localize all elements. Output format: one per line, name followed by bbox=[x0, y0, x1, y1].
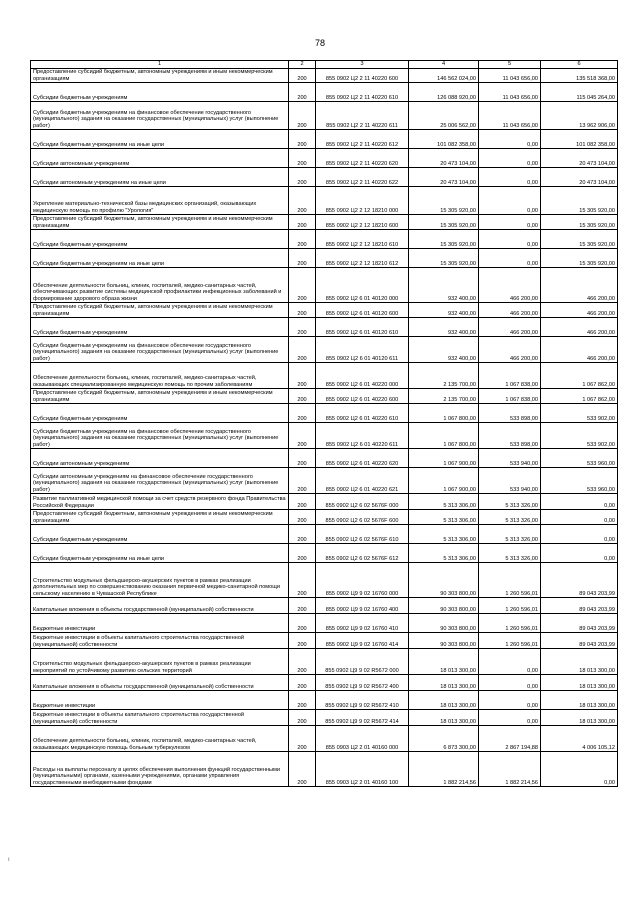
row-amount-col6: 466 200,00 bbox=[541, 318, 618, 337]
row-grbs-code: 200 bbox=[289, 710, 316, 726]
header-col-5: 5 bbox=[479, 61, 541, 69]
table-row bbox=[31, 752, 618, 787]
row-name: Субсидии бюджетным учреждениям bbox=[31, 230, 289, 249]
row-amount-col6: 115 045 264,00 bbox=[541, 83, 618, 102]
row-amount-col5: 1 260 596,01 bbox=[479, 598, 541, 614]
row-name: Бюджетные инвестиции bbox=[31, 614, 289, 633]
header-col-1: 1 bbox=[31, 61, 289, 69]
row-amount-col4: 20 473 104,00 bbox=[409, 168, 479, 187]
row-amount-col5: 466 200,00 bbox=[479, 337, 541, 363]
row-name: Бюджетные инвестиции bbox=[31, 691, 289, 710]
table-row bbox=[31, 649, 618, 675]
corner-mark: ı bbox=[8, 857, 10, 863]
row-name: Обеспечение деятельности больниц, клиник, госпиталей, медико-санитарных частей, обеспечивающих развитие системы медицинской профилактики инфекционных заболеваний и формирование здорового образа жизни bbox=[31, 268, 289, 303]
row-name: Бюджетные инвестиции в объекты капитального строительства государственной (муниципальной) собственности bbox=[31, 710, 289, 726]
row-budget-code: 855 0902 Ц2 6 01 40220 611 bbox=[316, 423, 409, 449]
row-amount-col4: 15 305 920,00 bbox=[409, 249, 479, 268]
row-amount-col4: 15 305 920,00 bbox=[409, 230, 479, 249]
row-name: Субсидии бюджетным учреждениям на иные цели bbox=[31, 544, 289, 563]
row-amount-col4: 90 303 800,00 bbox=[409, 614, 479, 633]
row-grbs-code: 200 bbox=[289, 187, 316, 215]
row-name: Капитальные вложения в объекты государственной (муниципальной) собственности bbox=[31, 598, 289, 614]
row-budget-code: 855 0902 Ц2 2 11 40220 612 bbox=[316, 130, 409, 149]
row-amount-col5: 2 867 194,88 bbox=[479, 726, 541, 752]
table-row bbox=[31, 187, 618, 215]
row-amount-col6: 101 082 358,00 bbox=[541, 130, 618, 149]
row-budget-code: 855 0902 Ц2 6 01 40220 000 bbox=[316, 363, 409, 389]
row-budget-code: 855 0902 Ц2 6 01 40120 610 bbox=[316, 318, 409, 337]
row-amount-col4: 932 400,00 bbox=[409, 268, 479, 303]
table-row bbox=[31, 726, 618, 752]
row-amount-col6: 0,00 bbox=[541, 544, 618, 563]
row-amount-col6: 466 200,00 bbox=[541, 303, 618, 318]
table-row bbox=[31, 468, 618, 494]
table-row bbox=[31, 423, 618, 449]
row-amount-col6: 89 043 203,99 bbox=[541, 563, 618, 598]
row-amount-col5: 5 313 326,00 bbox=[479, 510, 541, 525]
row-grbs-code: 200 bbox=[289, 449, 316, 468]
row-amount-col4: 6 873 300,00 bbox=[409, 726, 479, 752]
row-grbs-code: 200 bbox=[289, 423, 316, 449]
budget-table bbox=[30, 60, 618, 787]
row-budget-code: 855 0902 Ц2 2 11 40220 622 bbox=[316, 168, 409, 187]
table-row bbox=[31, 494, 618, 510]
row-amount-col6: 89 043 203,99 bbox=[541, 614, 618, 633]
row-amount-col5: 0,00 bbox=[479, 675, 541, 691]
row-name: Развитие паллиативной медицинской помощи за счет средств резервного фонда Правительства Российской Федерации bbox=[31, 494, 289, 510]
row-name: Субсидии бюджетным учреждениям на финансовое обеспечение государственного (муниципального) задания на оказание государственных (муниципальных) услуг (выполнение работ) bbox=[31, 102, 289, 130]
table-row bbox=[31, 510, 618, 525]
table-row bbox=[31, 675, 618, 691]
row-grbs-code: 200 bbox=[289, 130, 316, 149]
row-grbs-code: 200 bbox=[289, 215, 316, 230]
row-grbs-code: 200 bbox=[289, 633, 316, 649]
row-budget-code: 855 0902 Ц9 9 02 16760 400 bbox=[316, 598, 409, 614]
table-row bbox=[31, 525, 618, 544]
row-amount-col6: 89 043 203,99 bbox=[541, 598, 618, 614]
header-col-3: 3 bbox=[316, 61, 409, 69]
row-amount-col4: 18 013 300,00 bbox=[409, 691, 479, 710]
table-row bbox=[31, 544, 618, 563]
row-amount-col6: 1 067 862,00 bbox=[541, 363, 618, 389]
row-name: Субсидии бюджетным учреждениям на иные цели bbox=[31, 130, 289, 149]
row-name: Строительство модульных фельдшерско-акушерских пунктов в рамках реализации мероприятий по устойчивому развитию сельских территорий bbox=[31, 649, 289, 675]
row-amount-col5: 0,00 bbox=[479, 168, 541, 187]
row-budget-code: 855 0902 Ц2 2 12 18210 610 bbox=[316, 230, 409, 249]
table-row bbox=[31, 614, 618, 633]
row-amount-col6: 18 013 300,00 bbox=[541, 691, 618, 710]
row-amount-col4: 5 313 306,00 bbox=[409, 494, 479, 510]
row-budget-code: 855 0902 Ц2 6 01 40220 610 bbox=[316, 404, 409, 423]
row-amount-col5: 466 200,00 bbox=[479, 268, 541, 303]
row-amount-col5: 0,00 bbox=[479, 149, 541, 168]
table-row bbox=[31, 389, 618, 404]
row-budget-code: 855 0902 Ц2 2 12 18210 612 bbox=[316, 249, 409, 268]
header-col-6: 6 bbox=[541, 61, 618, 69]
row-amount-col4: 18 013 300,00 bbox=[409, 675, 479, 691]
table-row bbox=[31, 404, 618, 423]
row-amount-col5: 5 313 326,00 bbox=[479, 494, 541, 510]
row-budget-code: 855 0902 Ц2 6 01 40220 621 bbox=[316, 468, 409, 494]
row-amount-col6: 13 962 906,00 bbox=[541, 102, 618, 130]
row-grbs-code: 200 bbox=[289, 468, 316, 494]
table-row bbox=[31, 710, 618, 726]
row-amount-col6: 1 067 862,00 bbox=[541, 389, 618, 404]
row-name: Субсидии бюджетным учреждениям на иные цели bbox=[31, 249, 289, 268]
row-amount-col5: 0,00 bbox=[479, 215, 541, 230]
row-amount-col4: 18 013 300,00 bbox=[409, 649, 479, 675]
row-amount-col5: 0,00 bbox=[479, 130, 541, 149]
row-amount-col5: 533 898,00 bbox=[479, 404, 541, 423]
row-name: Субсидии автономным учреждениям на финансовое обеспечение государственного (муниципального) задания на оказание государственных (муниципальных) услуг (выполнение работ) bbox=[31, 468, 289, 494]
row-amount-col4: 5 313 306,00 bbox=[409, 525, 479, 544]
row-budget-code: 855 0902 Ц9 9 02 R5672 410 bbox=[316, 691, 409, 710]
table-row bbox=[31, 168, 618, 187]
row-grbs-code: 200 bbox=[289, 230, 316, 249]
row-amount-col4: 1 067 800,00 bbox=[409, 404, 479, 423]
row-amount-col4: 25 006 562,00 bbox=[409, 102, 479, 130]
row-name: Строительство модульных фельдшерско-акушерских пунктов в рамках реализации дополнительных мер по совершенствованию оказания первичной медико-санитарной помощи сельскому населению в Чувашской Республике bbox=[31, 563, 289, 598]
row-amount-col5: 1 260 596,01 bbox=[479, 563, 541, 598]
row-amount-col4: 2 135 700,00 bbox=[409, 363, 479, 389]
table-header-row bbox=[31, 61, 618, 69]
row-amount-col5: 533 940,00 bbox=[479, 468, 541, 494]
row-grbs-code: 200 bbox=[289, 494, 316, 510]
row-budget-code: 855 0902 Ц9 9 02 16760 000 bbox=[316, 563, 409, 598]
row-grbs-code: 200 bbox=[289, 598, 316, 614]
row-amount-col5: 0,00 bbox=[479, 649, 541, 675]
row-name: Обеспечение деятельности больниц, клиник, госпиталей, медико-санитарных частей, оказывающих специализированную медицинскую помощь по прочим заболеваниям bbox=[31, 363, 289, 389]
row-budget-code: 855 0902 Ц9 9 02 R5672 414 bbox=[316, 710, 409, 726]
row-name: Обеспечение деятельности больниц, клиник, госпиталей, медико-санитарных частей, оказывающих медицинскую помощь больным туберкулезом bbox=[31, 726, 289, 752]
row-amount-col6: 20 473 104,00 bbox=[541, 168, 618, 187]
row-grbs-code: 200 bbox=[289, 649, 316, 675]
row-amount-col6: 15 305 920,00 bbox=[541, 230, 618, 249]
row-grbs-code: 200 bbox=[289, 544, 316, 563]
row-name: Укрепление материально-технической базы медицинских организаций, оказывающих медицинскую помощь по профилю "Урология" bbox=[31, 187, 289, 215]
row-amount-col5: 466 200,00 bbox=[479, 318, 541, 337]
row-name: Расходы на выплаты персоналу в целях обеспечения выполнения функций государственными (муниципальными) органами, казенными учреждениями, органами управления государственными внебюджетными фондами bbox=[31, 752, 289, 787]
row-budget-code: 855 0902 Ц2 6 01 40120 000 bbox=[316, 268, 409, 303]
table-row bbox=[31, 102, 618, 130]
row-grbs-code: 200 bbox=[289, 149, 316, 168]
row-grbs-code: 200 bbox=[289, 83, 316, 102]
row-name: Предоставление субсидий бюджетным, автономным учреждениям и иным некоммерческим организациям bbox=[31, 389, 289, 404]
row-amount-col6: 533 902,00 bbox=[541, 404, 618, 423]
row-grbs-code: 200 bbox=[289, 168, 316, 187]
table-row bbox=[31, 598, 618, 614]
table-row bbox=[31, 249, 618, 268]
row-amount-col6: 533 960,00 bbox=[541, 449, 618, 468]
row-amount-col6: 466 200,00 bbox=[541, 337, 618, 363]
row-amount-col5: 1 260 596,01 bbox=[479, 633, 541, 649]
row-name: Субсидии автономным учреждениям bbox=[31, 149, 289, 168]
row-grbs-code: 200 bbox=[289, 404, 316, 423]
row-amount-col6: 15 305 920,00 bbox=[541, 249, 618, 268]
header-col-4: 4 bbox=[409, 61, 479, 69]
row-amount-col6: 533 960,00 bbox=[541, 468, 618, 494]
table-row bbox=[31, 449, 618, 468]
table-row bbox=[31, 149, 618, 168]
row-amount-col4: 126 088 920,00 bbox=[409, 83, 479, 102]
row-grbs-code: 200 bbox=[289, 249, 316, 268]
row-budget-code: 855 0902 Ц2 6 01 40120 611 bbox=[316, 337, 409, 363]
row-amount-col4: 5 313 306,00 bbox=[409, 510, 479, 525]
row-budget-code: 855 0902 Ц2 2 11 40220 620 bbox=[316, 149, 409, 168]
row-budget-code: 855 0902 Ц2 6 02 5676F 610 bbox=[316, 525, 409, 544]
row-grbs-code: 200 bbox=[289, 268, 316, 303]
row-amount-col5: 466 200,00 bbox=[479, 303, 541, 318]
row-amount-col4: 90 303 800,00 bbox=[409, 563, 479, 598]
row-amount-col5: 1 067 838,00 bbox=[479, 363, 541, 389]
row-amount-col4: 20 473 104,00 bbox=[409, 149, 479, 168]
row-amount-col6: 0,00 bbox=[541, 494, 618, 510]
row-amount-col5: 11 043 656,00 bbox=[479, 83, 541, 102]
row-amount-col5: 1 067 838,00 bbox=[479, 389, 541, 404]
row-amount-col5: 533 940,00 bbox=[479, 449, 541, 468]
row-amount-col6: 18 013 300,00 bbox=[541, 649, 618, 675]
row-budget-code: 855 0902 Ц9 9 02 16760 410 bbox=[316, 614, 409, 633]
row-amount-col6: 89 043 203,99 bbox=[541, 633, 618, 649]
row-amount-col6: 20 473 104,00 bbox=[541, 149, 618, 168]
table-row bbox=[31, 215, 618, 230]
row-name: Предоставление субсидий бюджетным, автономным учреждениям и иным некоммерческим организациям bbox=[31, 69, 289, 83]
row-amount-col6: 15 305 920,00 bbox=[541, 187, 618, 215]
row-amount-col6: 18 013 300,00 bbox=[541, 710, 618, 726]
row-amount-col5: 0,00 bbox=[479, 691, 541, 710]
row-name: Капитальные вложения в объекты государственной (муниципальной) собственности bbox=[31, 675, 289, 691]
row-budget-code: 855 0902 Ц9 9 02 R5672 000 bbox=[316, 649, 409, 675]
row-grbs-code: 200 bbox=[289, 303, 316, 318]
row-amount-col6: 0,00 bbox=[541, 510, 618, 525]
row-grbs-code: 200 bbox=[289, 675, 316, 691]
row-amount-col5: 1 260 596,01 bbox=[479, 614, 541, 633]
table-row bbox=[31, 268, 618, 303]
table-row bbox=[31, 318, 618, 337]
row-amount-col5: 0,00 bbox=[479, 249, 541, 268]
row-amount-col6: 533 902,00 bbox=[541, 423, 618, 449]
row-name: Субсидии бюджетным учреждениям на финансовое обеспечение государственного (муниципального) задания на оказание государственных (муниципальных) услуг (выполнение работ) bbox=[31, 337, 289, 363]
row-grbs-code: 200 bbox=[289, 525, 316, 544]
row-amount-col4: 146 562 024,00 bbox=[409, 69, 479, 83]
row-amount-col6: 15 305 920,00 bbox=[541, 215, 618, 230]
row-name: Предоставление субсидий бюджетным, автономным учреждениям и иным некоммерческим организациям bbox=[31, 303, 289, 318]
row-name: Бюджетные инвестиции в объекты капитального строительства государственной (муниципальной) собственности bbox=[31, 633, 289, 649]
table-row bbox=[31, 563, 618, 598]
row-grbs-code: 200 bbox=[289, 318, 316, 337]
row-grbs-code: 200 bbox=[289, 389, 316, 404]
row-amount-col6: 18 013 300,00 bbox=[541, 675, 618, 691]
row-budget-code: 855 0902 Ц2 2 11 40220 611 bbox=[316, 102, 409, 130]
row-grbs-code: 200 bbox=[289, 363, 316, 389]
header-col-2: 2 bbox=[289, 61, 316, 69]
row-budget-code: 855 0903 Ц2 2 01 40160 000 bbox=[316, 726, 409, 752]
table-row bbox=[31, 633, 618, 649]
row-budget-code: 855 0902 Ц2 6 01 40220 600 bbox=[316, 389, 409, 404]
page-number: 78 bbox=[314, 38, 325, 48]
row-amount-col5: 0,00 bbox=[479, 187, 541, 215]
row-name: Субсидии бюджетным учреждениям bbox=[31, 404, 289, 423]
row-budget-code: 855 0902 Ц2 2 11 40220 600 bbox=[316, 69, 409, 83]
row-amount-col4: 1 882 214,56 bbox=[409, 752, 479, 787]
row-amount-col4: 932 400,00 bbox=[409, 318, 479, 337]
row-amount-col5: 1 882 214,56 bbox=[479, 752, 541, 787]
table-row bbox=[31, 363, 618, 389]
row-budget-code: 855 0902 Ц9 9 02 R5672 400 bbox=[316, 675, 409, 691]
table-row bbox=[31, 691, 618, 710]
row-grbs-code: 200 bbox=[289, 102, 316, 130]
row-amount-col6: 466 200,00 bbox=[541, 268, 618, 303]
row-budget-code: 855 0902 Ц2 2 12 18210 000 bbox=[316, 187, 409, 215]
table-row bbox=[31, 303, 618, 318]
row-grbs-code: 200 bbox=[289, 691, 316, 710]
row-budget-code: 855 0903 Ц2 2 01 40160 100 bbox=[316, 752, 409, 787]
row-amount-col4: 90 303 800,00 bbox=[409, 598, 479, 614]
row-amount-col6: 0,00 bbox=[541, 525, 618, 544]
row-grbs-code: 200 bbox=[289, 69, 316, 83]
table-row bbox=[31, 83, 618, 102]
row-budget-code: 855 0902 Ц2 6 01 40120 600 bbox=[316, 303, 409, 318]
row-amount-col4: 5 313 306,00 bbox=[409, 544, 479, 563]
row-grbs-code: 200 bbox=[289, 614, 316, 633]
row-amount-col5: 11 043 656,00 bbox=[479, 69, 541, 83]
row-budget-code: 855 0902 Ц2 2 12 18210 600 bbox=[316, 215, 409, 230]
row-name: Субсидии бюджетным учреждениям bbox=[31, 525, 289, 544]
row-amount-col4: 932 400,00 bbox=[409, 337, 479, 363]
table-row bbox=[31, 69, 618, 83]
row-budget-code: 855 0902 Ц2 6 01 40220 620 bbox=[316, 449, 409, 468]
row-name: Предоставление субсидий бюджетным, автономным учреждениям и иным некоммерческим организациям bbox=[31, 510, 289, 525]
row-amount-col4: 1 067 900,00 bbox=[409, 449, 479, 468]
row-name: Субсидии бюджетным учреждениям на финансовое обеспечение государственного (муниципального) задания на оказание государственных (муниципальных) услуг (выполнение работ) bbox=[31, 423, 289, 449]
row-amount-col5: 0,00 bbox=[479, 710, 541, 726]
row-amount-col6: 4 006 105,12 bbox=[541, 726, 618, 752]
row-amount-col4: 2 135 700,00 bbox=[409, 389, 479, 404]
row-grbs-code: 200 bbox=[289, 726, 316, 752]
row-amount-col4: 101 082 358,00 bbox=[409, 130, 479, 149]
row-amount-col5: 533 898,00 bbox=[479, 423, 541, 449]
row-budget-code: 855 0902 Ц9 9 02 16760 414 bbox=[316, 633, 409, 649]
row-budget-code: 855 0902 Ц2 6 02 5676F 000 bbox=[316, 494, 409, 510]
row-grbs-code: 200 bbox=[289, 563, 316, 598]
row-name: Субсидии бюджетным учреждениям bbox=[31, 318, 289, 337]
row-amount-col4: 1 067 900,00 bbox=[409, 468, 479, 494]
table-row bbox=[31, 230, 618, 249]
row-budget-code: 855 0902 Ц2 6 02 5676F 612 bbox=[316, 544, 409, 563]
row-amount-col4: 1 067 800,00 bbox=[409, 423, 479, 449]
row-grbs-code: 200 bbox=[289, 337, 316, 363]
row-amount-col6: 0,00 bbox=[541, 752, 618, 787]
row-amount-col5: 0,00 bbox=[479, 230, 541, 249]
row-name: Субсидии бюджетным учреждениям bbox=[31, 83, 289, 102]
row-name: Субсидии автономным учреждениям bbox=[31, 449, 289, 468]
table-row bbox=[31, 130, 618, 149]
row-amount-col5: 5 313 326,00 bbox=[479, 525, 541, 544]
row-budget-code: 855 0902 Ц2 2 11 40220 610 bbox=[316, 83, 409, 102]
row-amount-col4: 90 303 800,00 bbox=[409, 633, 479, 649]
row-grbs-code: 200 bbox=[289, 752, 316, 787]
row-amount-col4: 18 013 300,00 bbox=[409, 710, 479, 726]
row-amount-col5: 5 313 326,00 bbox=[479, 544, 541, 563]
row-name: Предоставление субсидий бюджетным, автономным учреждениям и иным некоммерческим организациям bbox=[31, 215, 289, 230]
row-budget-code: 855 0902 Ц2 6 02 5676F 600 bbox=[316, 510, 409, 525]
row-amount-col5: 11 043 656,00 bbox=[479, 102, 541, 130]
row-name: Субсидии автономным учреждениям на иные цели bbox=[31, 168, 289, 187]
row-grbs-code: 200 bbox=[289, 510, 316, 525]
row-amount-col4: 932 400,00 bbox=[409, 303, 479, 318]
table-row bbox=[31, 337, 618, 363]
row-amount-col4: 15 305 920,00 bbox=[409, 215, 479, 230]
row-amount-col6: 135 518 368,00 bbox=[541, 69, 618, 83]
row-amount-col4: 15 305 920,00 bbox=[409, 187, 479, 215]
